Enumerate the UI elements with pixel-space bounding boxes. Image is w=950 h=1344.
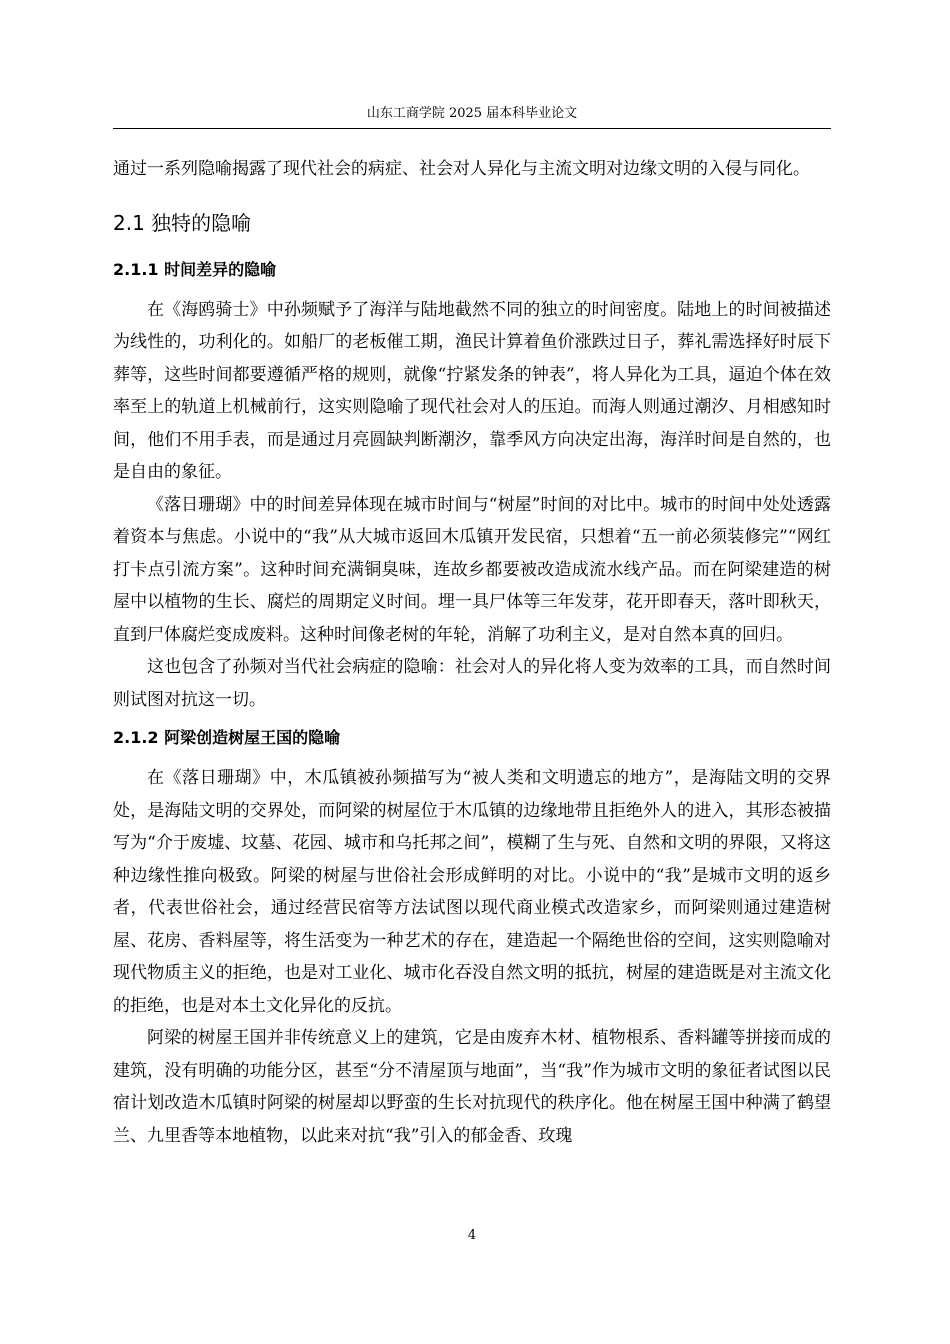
body-paragraph: 阿梁的树屋王国并非传统意义上的建筑，它是由废弃木材、植物根系、香料罐等拼接而成的建筑，没有明确的功能分区，甚至“分不清屋顶与地面”，当“我”作为城市文明的象征者试图以民宿计划改造木瓜镇时阿梁的树屋却以野蛮的生长对抗现代的秩序化。他在树屋王国中种满了鹤望兰、九里香等本地植物，以此来对抗“我”引入的郁金香、玫瑰 bbox=[113, 1028, 831, 1146]
header-divider bbox=[113, 128, 831, 129]
body-paragraph: 在《落日珊瑚》中，木瓜镇被孙频描写为“被人类和文明遗忘的地方”，是海陆文明的交界处，是海陆文明的交界处，而阿梁的树屋位于木瓜镇的边缘地带且拒绝外人的进入，其形态被描写为“介于废墟、坟墓、花园、城市和乌托邦之间”，模糊了生与死、自然和文明的界限，又将这种边缘性推向极致。阿梁的树屋与世俗社会形成鲜明的对比。小说中的“我”是城市文明的返乡者，代表世俗社会，通过经营民宿等方法试图以现代商业模式改造家乡，而阿梁则通过建造树屋、花房、香料屋等，将生活变为一种艺术的存在，建造起一个隔绝世俗的空间，这实则隐喻对现代物质主义的拒绝，也是对工业化、城市化吞没自然文明的抵抗，树屋的建造既是对主流文化的拒绝，也是对本土文化异化的反抗。 bbox=[113, 768, 831, 1016]
document-body bbox=[113, 153, 831, 1152]
page-header: 山东工商学院 2025 届本科毕业论文 bbox=[366, 106, 578, 121]
page-number: 4 bbox=[467, 1228, 477, 1243]
body-paragraph: 《落日珊瑚》中的时间差异体现在城市时间与“树屋”时间的对比中。城市的时间中处处透露着资本与焦虑。小说中的“我”从大城市返回木瓜镇开发民宿，只想着“五一前必须装修完”“网红打卡点引流方案”。这种时间充满铜臭味，连故乡都要被改造成流水线产品。而在阿梁建造的树屋中以植物的生长、腐烂的周期定义时间。埋一具尸体等三年发芽，花开即春天，落叶即秋天，直到尸体腐烂变成废料。这种时间像老树的年轮，消解了功利主义，是对自然本真的回归。 bbox=[113, 494, 831, 645]
intro-paragraph: 通过一系列隐喻揭露了现代社会的病症、社会对人异化与主流文明对边缘文明的入侵与同化。 bbox=[113, 159, 810, 179]
body-paragraph: 这也包含了孙频对当代社会病症的隐喻：社会对人的异化将人变为效率的工具，而自然时间则试图对抗这一切。 bbox=[113, 657, 831, 710]
section-heading: 2.1 独特的隐喻 bbox=[113, 210, 252, 235]
subsection-heading-treehouse: 2.1.2 阿梁创造树屋王国的隐喻 bbox=[113, 728, 341, 747]
subsection-heading-time: 2.1.1 时间差异的隐喻 bbox=[113, 259, 277, 279]
body-paragraph: 在《海鸥骑士》中孙频赋予了海洋与陆地截然不同的独立的时间密度。陆地上的时间被描述为线性的，功利化的。如船厂的老板催工期，渔民计算着鱼价涨跌过日子，葬礼需选择好时辰下葬等，这些时间都要遵循严格的规则，就像“拧紧发条的钟表”，将人异化为工具，逼迫个体在效率至上的轨道上机械前行，这实则隐喻了现代社会对人的压迫。而海人则通过潮汐、月相感知时间，他们不用手表，而是通过月亮圆缺判断潮汐，靠季风方向决定出海，海洋时间是自然的，也是自由的象征。 bbox=[113, 299, 831, 482]
